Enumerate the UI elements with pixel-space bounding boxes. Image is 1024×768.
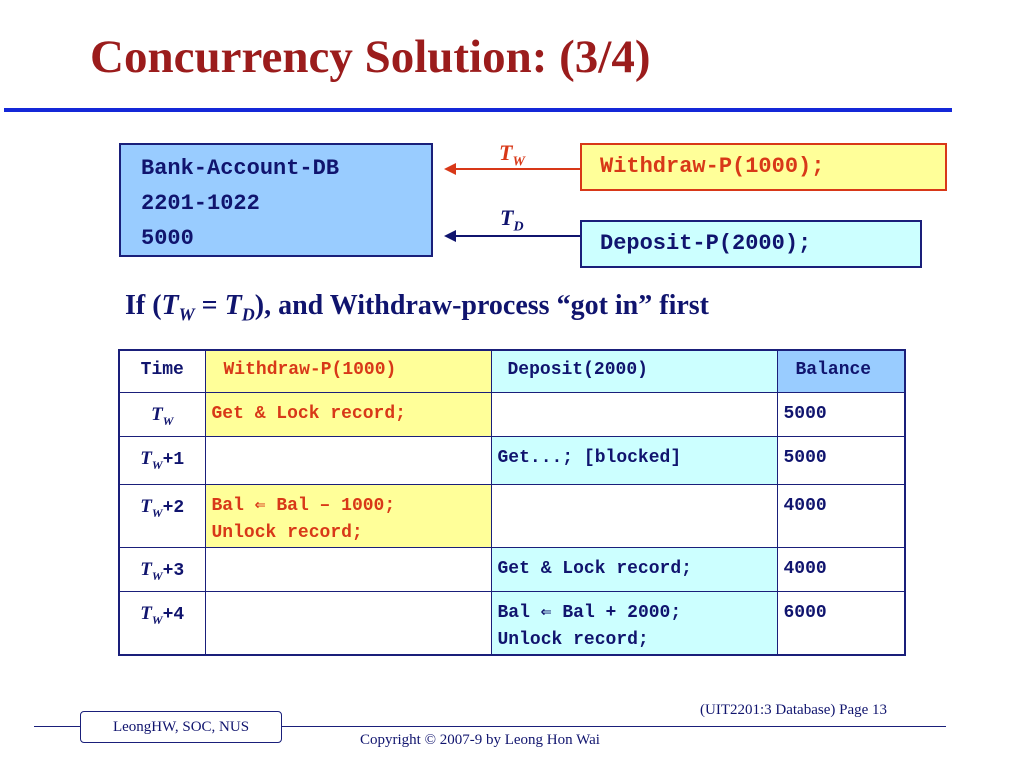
deposit-arrow-head: [444, 230, 456, 242]
header-withdraw: Withdraw-P(1000): [205, 350, 491, 392]
db-balance: 5000: [141, 226, 194, 251]
balance-cell: 5000: [777, 436, 905, 484]
time-offset: +3: [162, 560, 185, 581]
withdraw-cell: [205, 484, 491, 547]
deposit-process-box: Deposit-P(2000);: [580, 220, 922, 268]
time-symbol: [151, 403, 174, 428]
time-symbol-main: T: [140, 495, 152, 517]
withdraw-cell: [205, 436, 491, 484]
table-row: [119, 484, 905, 547]
condition-t2-sub: D: [241, 304, 255, 325]
time-offset: +4: [162, 604, 185, 625]
deposit-cell: [491, 591, 777, 655]
withdraw-cell: [205, 591, 491, 655]
time-symbol: [140, 447, 163, 472]
time-cell: [119, 436, 205, 484]
time-symbol-main: T: [140, 558, 152, 580]
deposit-step: Unlock record;: [497, 629, 649, 650]
time-symbol-sub: W: [162, 413, 174, 428]
time-symbol-sub: W: [151, 457, 163, 472]
balance-cell: 4000: [777, 484, 905, 547]
table-row: [119, 591, 905, 655]
time-symbol-sub: W: [151, 568, 163, 583]
table-row: [119, 547, 905, 591]
tw-label-sub: W: [512, 154, 525, 170]
td-label-sub: D: [513, 219, 524, 235]
balance-cell: 5000: [777, 392, 905, 436]
deposit-cell: [491, 436, 777, 484]
withdraw-cell: [205, 547, 491, 591]
condition-suffix: ), and Withdraw-process “got in” first: [254, 290, 709, 321]
time-symbol-main: T: [151, 403, 163, 425]
table-row: [119, 392, 905, 436]
time-symbol-sub: W: [151, 505, 163, 520]
time-cell: [119, 547, 205, 591]
db-account-number: 2201-1022: [141, 191, 260, 216]
footer-page-ref: (UIT2201:3 Database) Page 13: [700, 702, 888, 718]
withdraw-step: Unlock record;: [211, 522, 363, 543]
time-offset: +1: [162, 449, 185, 470]
condition-equals: =: [194, 290, 225, 321]
td-arrow-label: [500, 205, 524, 235]
balance-cell: 4000: [777, 547, 905, 591]
deposit-cell: [491, 484, 777, 547]
withdraw-step: Bal ⇐ Bal – 1000;: [211, 495, 396, 516]
time-symbol-main: T: [140, 602, 152, 624]
table-row: [119, 436, 905, 484]
time-symbol-sub: W: [151, 612, 163, 627]
time-cell: [119, 484, 205, 547]
table-body: [119, 392, 905, 655]
deposit-step: Get & Lock record;: [497, 558, 692, 579]
table-header-row: [119, 350, 905, 392]
header-deposit: Deposit(2000): [491, 350, 777, 392]
slide-title: Concurrency Solution: (3/4): [90, 31, 651, 83]
schedule-table: [118, 349, 906, 656]
header-time: Time: [119, 350, 205, 392]
time-symbol: [140, 558, 163, 583]
header-balance: Balance: [777, 350, 905, 392]
balance-cell: 6000: [777, 591, 905, 655]
tw-label-main: T: [499, 140, 513, 165]
time-symbol: [140, 602, 163, 627]
td-label-main: T: [500, 205, 514, 230]
deposit-cell: [491, 547, 777, 591]
footer-author: LeongHW, SOC, NUS: [80, 711, 282, 743]
deposit-step: Get...; [blocked]: [497, 447, 682, 468]
withdraw-cell: [205, 392, 491, 436]
db-name: Bank-Account-DB: [141, 156, 340, 181]
withdraw-step: Get & Lock record;: [211, 403, 406, 424]
time-symbol-main: T: [140, 447, 152, 469]
tw-arrow-label: [499, 140, 525, 170]
condition-prefix: If (: [125, 290, 162, 321]
condition-t1: T: [161, 290, 179, 321]
deposit-step: Bal ⇐ Bal + 2000;: [497, 602, 682, 623]
footer-copyright: Copyright © 2007-9 by Leong Hon Wai: [360, 732, 600, 748]
time-cell: [119, 392, 205, 436]
time-offset: +2: [162, 497, 185, 518]
condition-statement: [125, 290, 709, 326]
withdraw-process-box: Withdraw-P(1000);: [580, 143, 947, 191]
time-cell: [119, 591, 205, 655]
time-symbol: [140, 495, 163, 520]
deposit-cell: [491, 392, 777, 436]
condition-t1-sub: W: [178, 304, 195, 325]
condition-t2: T: [224, 290, 242, 321]
withdraw-arrow-head: [444, 163, 456, 175]
